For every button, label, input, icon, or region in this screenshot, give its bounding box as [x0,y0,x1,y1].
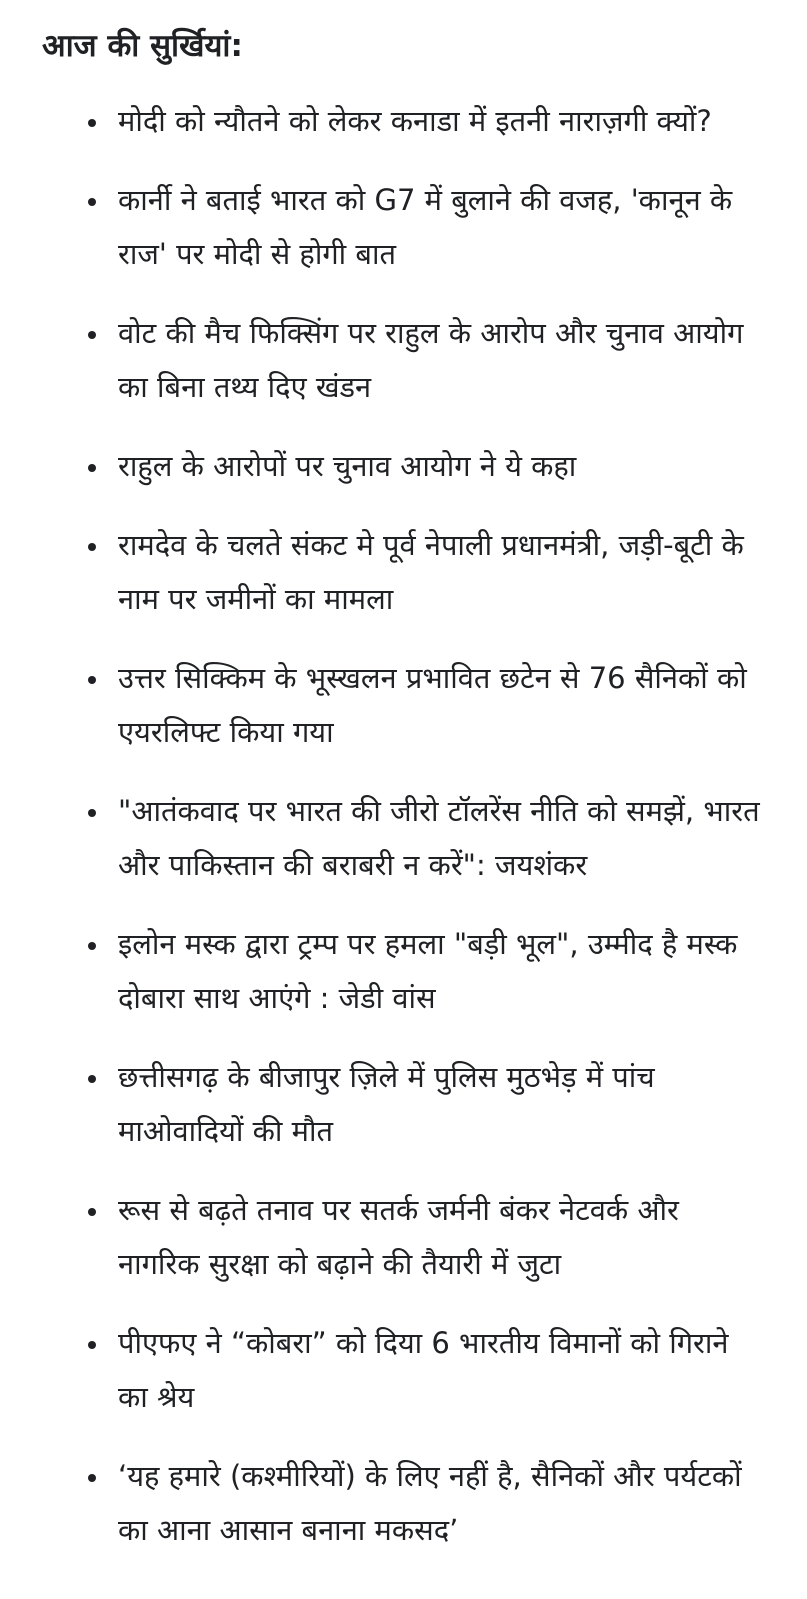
headline-text: छत्तीसगढ़ के बीजापुर ज़िले में पुलिस मुठभेड़ में पांच माओवादियों की मौत [118,1060,655,1148]
headline-item [42,1050,767,1158]
headline-text: राहुल के आरोपों पर चुनाव आयोग ने ये कहा [118,449,577,483]
page-heading: आज की सुर्खियां: [42,28,243,64]
bullet-icon [88,1474,96,1482]
headline-text: पीएफए ने “कोबरा” को दिया 6 भारतीय विमानों को गिराने का श्रेय [118,1326,729,1414]
headline-item [42,651,767,759]
headline-text: इलोन मस्क द्वारा ट्रम्प पर हमला "बड़ी भूल", उम्मीद है मस्क दोबारा साथ आएंगे : जेडी वांस [118,927,738,1015]
bullet-icon [88,543,96,551]
headline-text: रामदेव के चलते संकट मे पूर्व नेपाली प्रधानमंत्री, जड़ी-बूटी के नाम पर जमीनों का मामला [118,528,744,616]
headline-text: उत्तर सिक्किम के भूस्खलन प्रभावित छटेन से 76 सैनिकों को एयरलिफ्ट किया गया [118,661,747,749]
headline-item [42,1316,767,1424]
bullet-icon [88,331,96,339]
headline-text: रूस से बढ़ते तनाव पर सतर्क जर्मनी बंकर नेटवर्क और नागरिक सुरक्षा को बढ़ाने की तैयारी में जुटा [118,1193,679,1281]
headline-item [42,94,767,148]
bullet-icon [88,464,96,472]
headline-item [42,439,767,493]
headline-item [42,917,767,1025]
bullet-icon [88,1075,96,1083]
bullet-icon [88,942,96,950]
bullet-icon [88,809,96,817]
headline-item [42,784,767,892]
bullet-icon [88,1341,96,1349]
headline-item [42,518,767,626]
bullet-icon [88,198,96,206]
headline-item [42,1449,767,1557]
headline-item [42,173,767,281]
bullet-icon [88,1208,96,1216]
headline-text: "आतंकवाद पर भारत की जीरो टॉलरेंस नीति को समझें, भारत और पाकिस्तान की बराबरी न करें": जयशंकर [118,794,760,882]
headline-item [42,306,767,414]
headline-text: ‘यह हमारे (कश्मीरियों) के लिए नहीं है, सैनिकों और पर्यटकों का आना आसान बनाना मकसद’ [118,1459,742,1547]
headline-text: कार्नी ने बताई भारत को G7 में बुलाने की वजह, 'कानून के राज' पर मोदी से होगी बात [118,183,733,271]
bullet-icon [88,676,96,684]
headline-text: वोट की मैच फिक्सिंग पर राहुल के आरोप और चुनाव आयोग का बिना तथ्य दिए खंडन [118,316,744,404]
headline-list [42,94,767,1557]
bullet-icon [88,119,96,127]
headline-text: मोदी को न्यौतने को लेकर कनाडा में इतनी नाराज़गी क्यों? [118,104,712,138]
headline-item [42,1183,767,1291]
